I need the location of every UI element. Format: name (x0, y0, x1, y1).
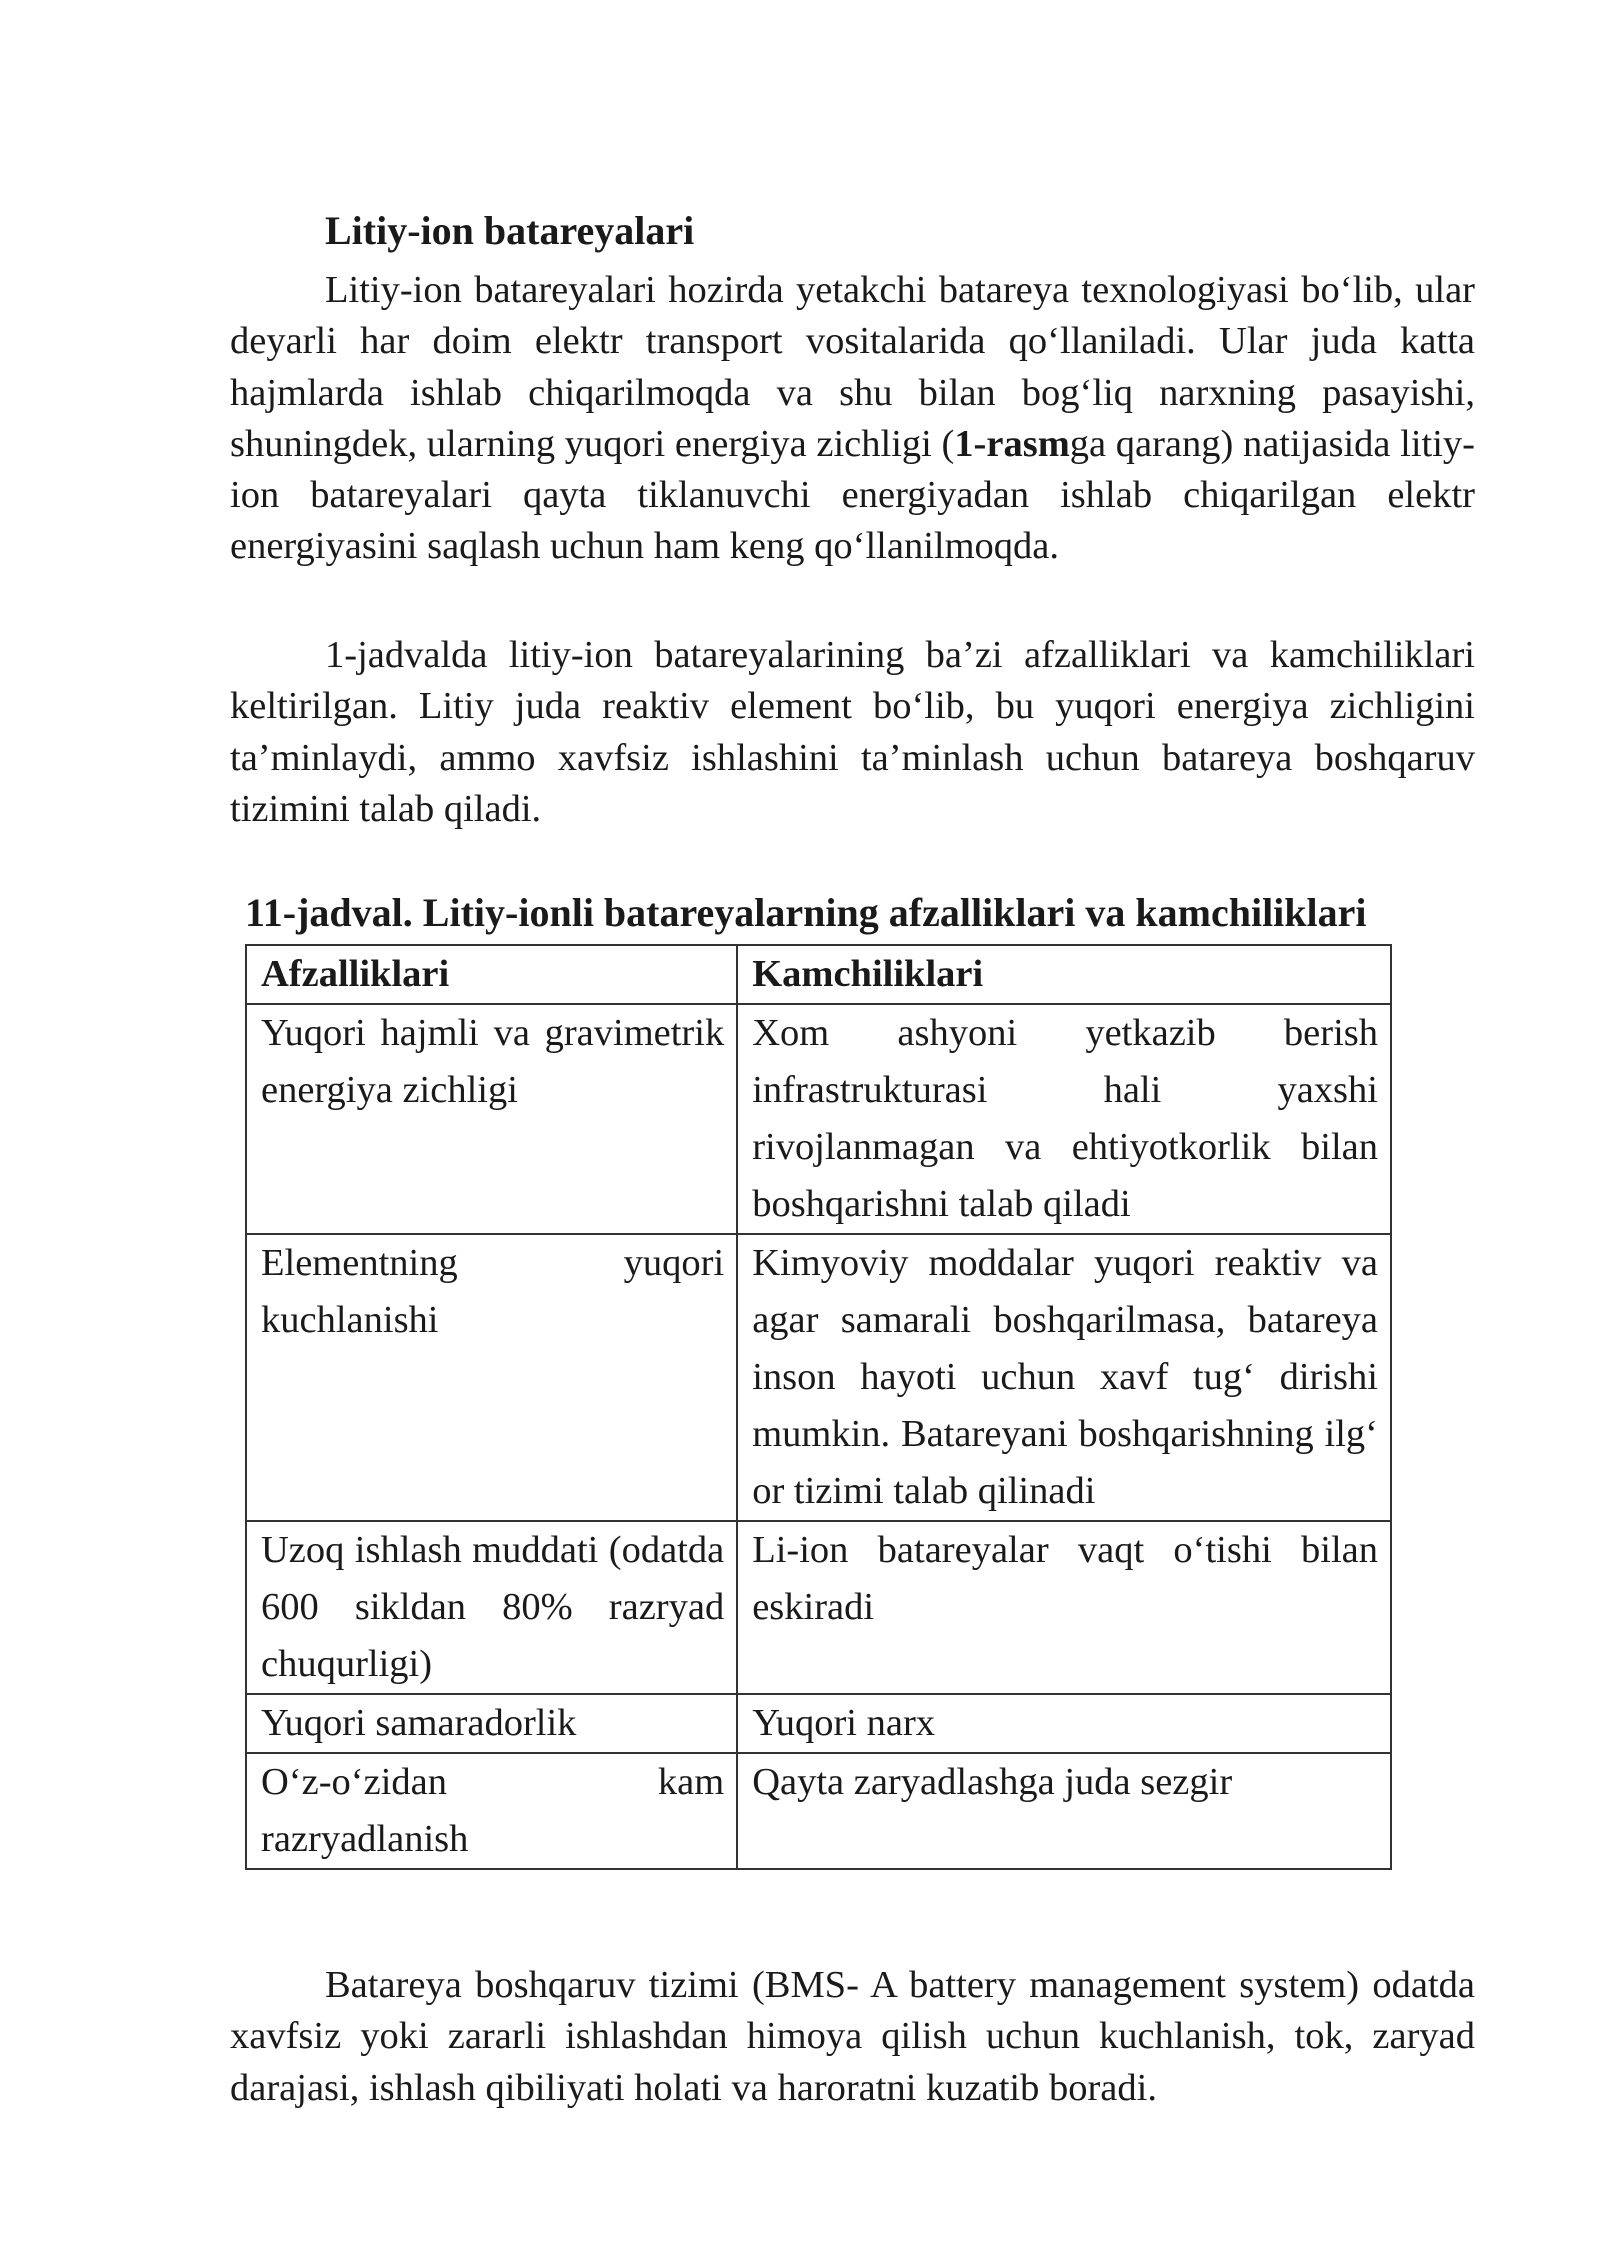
table-row (246, 1521, 1391, 1694)
table-row (246, 1004, 1391, 1234)
table-caption: 11-jadval. Litiy-ionli batareyalarning afzalliklari va kamchiliklari (245, 890, 1367, 935)
table-cell-advantage: O‘z-o‘zidan kam razryadlanish (246, 1753, 737, 1869)
table-cell-advantage: Yuqori samaradorlik (246, 1694, 737, 1753)
paragraph-bms: Batareya boshqaruv tizimi (BMS- A battery management system) odatda xavfsiz yoki zararli ishlashdan himoya qilish uchun kuchlanish, tok, zaryad darajasi, ishlash qibiliyati holati va haroratni kuzatib boradi. (230, 1964, 1475, 2109)
paragraph-intro (230, 265, 1475, 573)
table-row (246, 1694, 1391, 1753)
paragraph-table-intro: 1-jadvalda litiy-ion batareyalarining ba’zi afzalliklari va kamchiliklari keltirilgan. Litiy juda reaktiv element bo‘lib, bu yuqori energiya zichligini ta’minlaydi, ammo xavfsiz ishlashini ta’minlash uchun batareya boshqaruv tizimini talab qiladi. (230, 634, 1475, 830)
table-header-row (246, 945, 1391, 1004)
table-cell-disadvantage: Qayta zaryadlashga juda sezgir (737, 1753, 1391, 1869)
table-cell-disadvantage: Yuqori narx (737, 1694, 1391, 1753)
table-cell-advantage: Elementning yuqori kuchlanishi (246, 1234, 737, 1521)
section-heading: Litiy-ion batareyalari (325, 208, 695, 253)
paragraph-intro-text: Litiy-ion batareyalari hozirda yetakchi batareya texnologiyasi bo‘lib, ular deyarli har doim elektr transport vositalarida qo‘llaniladi. Ular juda katta hajmlarda ishlab chiqarilmoqda va shu bilan bog‘liq narxning pasayishi, shuningdek, ularning yuqori energiya zichligi ( (230, 269, 1475, 465)
advantages-disadvantages-table (245, 944, 1392, 1870)
table-cell-advantage: Yuqori hajmli va gravimetrik energiya zichligi (246, 1004, 737, 1234)
table-row (246, 1753, 1391, 1869)
table-cell-disadvantage: Li-ion batareyalar vaqt o‘tishi bilan eskiradi (737, 1521, 1391, 1694)
figure-reference: 1-rasm (954, 422, 1070, 465)
table-cell-disadvantage: Xom ashyoni yetkazib berish infrastrukturasi hali yaxshi rivojlanmagan va ehtiyotkorlik bilan boshqarishni talab qiladi (737, 1004, 1391, 1234)
table-cell-disadvantage: Kimyoviy moddalar yuqori reaktiv va agar samarali boshqarilmasa, batareya inson hayoti uchun xavf tug‘ dirishi mumkin. Batareyani boshqarishning ilg‘ or tizimi talab qilinadi (737, 1234, 1391, 1521)
table-row (246, 1234, 1391, 1521)
header-disadvantages: Kamchiliklari (737, 945, 1391, 1004)
header-advantages: Afzalliklari (246, 945, 737, 1004)
paragraph-intro-text-end: ga qarang) natijasida litiy-ion batareyalari qayta tiklanuvchi energiyadan ishlab chiqarilgan elektr energiyasini saqlash uchun ham keng qo‘llanilmoqda. (230, 422, 1475, 568)
table-cell-advantage: Uzoq ishlash muddati (odatda 600 sikldan 80% razryad chuqurligi) (246, 1521, 737, 1694)
